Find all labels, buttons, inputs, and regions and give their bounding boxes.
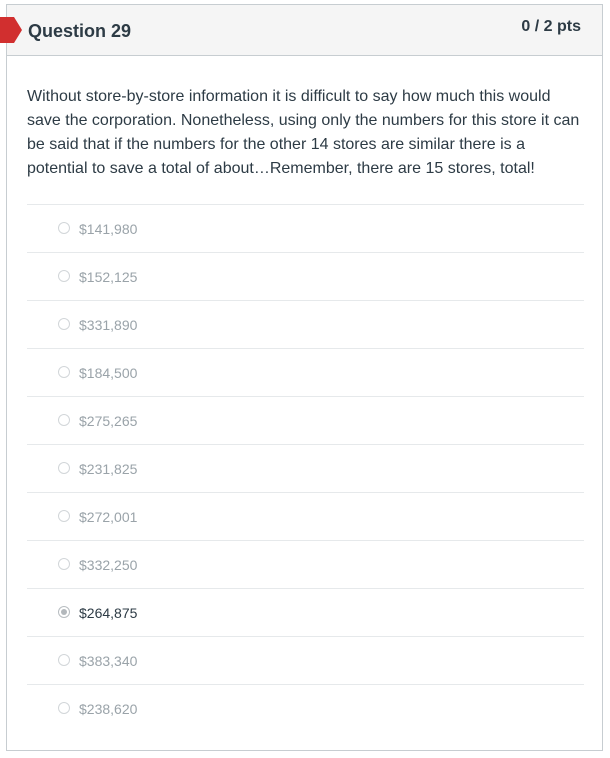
answer-list — [27, 204, 584, 732]
answer-option[interactable] — [27, 492, 584, 540]
radio-button[interactable] — [58, 654, 70, 666]
answer-label: $332,250 — [79, 557, 138, 573]
answer-option[interactable] — [27, 540, 584, 588]
question-header — [7, 5, 602, 56]
radio-button[interactable] — [58, 510, 70, 522]
radio-button[interactable] — [58, 462, 70, 474]
question-title: Question 29 — [28, 21, 132, 41]
answer-option-selected[interactable] — [27, 588, 584, 636]
answer-label: $272,001 — [79, 509, 138, 525]
answer-label: $238,620 — [79, 701, 138, 717]
answer-label: $275,265 — [79, 413, 138, 429]
answer-label: $383,340 — [79, 653, 138, 669]
question-text: Without store-by-store information it is difficult to say how much this would save the corporation. Nonetheless, using only the numbers for this store it can be said that if the numbers for the other 14 stores are similar there is a potential to save a total of about…Remember, there are 15 stores, total! — [27, 88, 580, 177]
answer-option[interactable] — [27, 204, 584, 252]
answer-label: $152,125 — [79, 269, 138, 285]
answer-option[interactable] — [27, 396, 584, 444]
answer-option[interactable] — [27, 348, 584, 396]
radio-button-checked[interactable] — [58, 606, 70, 618]
radio-button[interactable] — [58, 270, 70, 282]
radio-button[interactable] — [58, 366, 70, 378]
answer-option[interactable] — [27, 684, 584, 732]
radio-button[interactable] — [58, 414, 70, 426]
flag-icon[interactable] — [0, 17, 22, 43]
question-card — [6, 4, 603, 751]
answer-option[interactable] — [27, 444, 584, 492]
radio-button[interactable] — [58, 558, 70, 570]
answer-label: $264,875 — [79, 605, 138, 621]
answer-label: $141,980 — [79, 221, 138, 237]
answer-label: $331,890 — [79, 317, 138, 333]
answer-label: $231,825 — [79, 461, 138, 477]
flag-shape — [0, 17, 22, 43]
answer-option[interactable] — [27, 636, 584, 684]
answer-label: $184,500 — [79, 365, 138, 381]
answer-option[interactable] — [27, 300, 584, 348]
radio-button[interactable] — [58, 318, 70, 330]
radio-button[interactable] — [58, 222, 70, 234]
points-score: 0 / 2 pts — [521, 18, 581, 35]
answer-option[interactable] — [27, 252, 584, 300]
radio-button[interactable] — [58, 702, 70, 714]
